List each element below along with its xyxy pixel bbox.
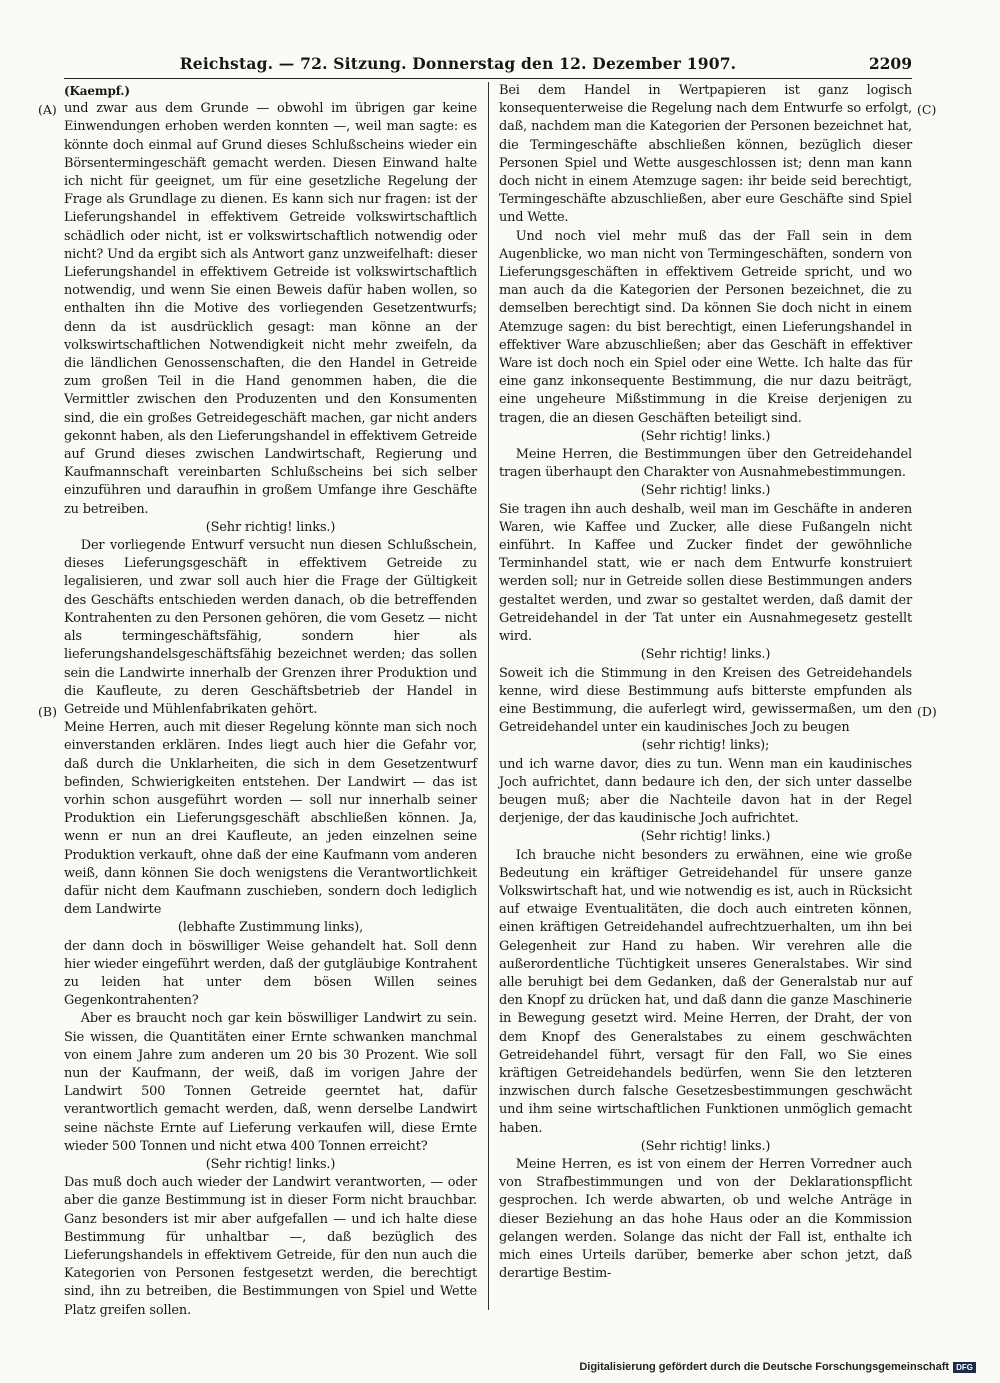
margin-marker-b: (B) [38,704,57,719]
paragraph: Meine Herren, die Bestimmungen über den Getreidehandel tragen überhaupt den Charakter von Ausnahmebestimmungen. [499,447,912,481]
column-divider [488,82,489,1310]
margin-marker-a: (A) [38,102,57,117]
paragraph: der dann doch in böswilliger Weise gehandelt hat. Soll denn hier wieder eingeführt werden, daß der gutgläubige Kontrahent zu leiden hat unter dem bösen Willen seines Gegenkontrahenten? [64,938,477,1009]
right-column [499,82,912,1310]
footer [579,1361,976,1373]
paragraph: Ich brauche nicht besonders zu erwähnen, eine wie große Bedeutung ein kräftiger Getreidehandel für unsere ganze Volkswirtschaft hat, und wie notwendig es ist, auch in Rücksicht auf etwaige Eventualitäten, die doch auch eintreten können, einen kräftigen Getreidehandel aufrechtzuerhalten, um ihn bei Gelegenheit zur Hand zu haben. Wir verehren alle die außerordentliche Tüchtigkeit unseres Generalstabes. Wir sind alle beruhigt bei dem Gedanken, daß der Generalstab nur auf den Knopf zu drücken hat, und daß dann die ganze Maschinerie in Bewegung gesetzt wird. Meine Herren, der Draht, der von dem Knopf des Generalstabes zu einem geschwächten Getreidehandel führt, versagt für den Fall, wo Sie eines kräftigen Getreidehandels bedürfen, wenn Sie den letzteren inzwischen durch falsche Gesetzesbestimmungen geschwächt und ihm seine wirtschaftlichen Funktionen unmöglich gemacht haben. [499,847,912,1136]
paragraph: Der vorliegende Entwurf versucht nun diesen Schlußschein, dieses Lieferungsgeschäft in effektivem Getreide zu legalisieren, und zwar soll auch hier die Frage der Gültigkeit des Geschäfts entschieden werden danach, ob die betreffenden Kontrahenten zu den Personen gehören, die vom Gesetz — nicht als termingeschäftsfähig, sondern hier als lieferungshandelsgeschäftsfähig bezeichnet werden; das sollen sein die Landwirte innerhalb der Grenzen ihrer Produktion und die Kaufleute, zu deren Geschäftsbetrieb der Handel in Getreide und Mühlenfabrikaten gehört. [64,538,477,717]
footer-credit: Digitalisierung gefördert durch die Deutsche Forschungsgemeinschaft [579,1361,950,1373]
margin-marker-d: (D) [917,704,937,719]
interjection: (lebhafte Zustimmung links), [177,920,364,936]
interjection: (sehr richtig! links); [641,738,770,754]
paragraph: Das muß doch auch wieder der Landwirt verantworten, — oder aber die ganze Bestimmung ist in dieser Form nicht brauchbar. Ganz besonders ist mir aber aufgefallen — und ich halte diese Bestimmung für unhaltbar —, daß bezüglich des Lieferungshandels in effektivem Getreide, für den nun auch die Kategorien von Personen festgesetzt werden, die berechtigt sind, ihn zu betreiben, die Bestimmungen von Spiel und Wette Platz greifen sollen. [64,1175,477,1318]
interjection: (Sehr richtig! links.) [640,483,771,499]
page-number: 2209 [868,54,912,73]
running-head: Reichstag. — 72. Sitzung. Donnerstag den 12. Dezember 1907. [179,54,737,73]
speaker-label: (Kaempf.) [64,84,130,98]
interjection: (Sehr richtig! links.) [640,829,771,845]
paragraph: und zwar aus dem Grunde — obwohl im übrigen gar keine Einwendungen erhoben werden konnten —, weil man sagte: es könnte doch einmal auf Grund dieses Schlußscheins wieder ein Börsentermingeschäft gemacht werden. Diesen Einwand halte ich nicht für geeignet, um für eine gesetzliche Regelung der Frage als Grundlage zu dienen. Es kann sich nur fragen: ist der Lieferungshandel in effektivem Getreide volkswirtschaftlich schädlich oder nicht, ist er volkswirtschaftlich notwendig oder nicht? Und da ergibt sich als Antwort ganz unzweifelhaft: dieser Lieferungshandel in effektivem Getreide ist volkswirtschaftlich notwendig, und wenn Sie einen Beweis dafür haben wollen, so enthalten ihn die Motive des vorliegenden Gesetzentwurfs; denn da ist ausdrücklich gesagt: man könne an der volkswirtschaftlichen Notwendigkeit nicht mehr zweifeln, da die ländlichen Genossenschaften, die den Handel in Getreide zum großen Teil in die Hand genommen haben, die die Vermittler zwischen den Produzenten und den Konsumenten sind, die ein großes Getreidegeschäft machen, gar nicht anders gekonnt haben, als den Lieferungshandel in effektivem Getreide auf Grund dieses zwischen Landwirtschaft, Regierung und Kaufmannschaft vereinbarten Schlußscheins bei sich selber einzuführen und daraufhin in großem Umfange ihre Geschäfte zu betreiben. [64,101,477,517]
paragraph: Und noch viel mehr muß das der Fall sein in dem Augenblicke, wo man nicht von Termingeschäften, sondern von Lieferungsgeschäften in effektivem Getreide spricht, und wo man auch da die Kategorien der Personen bezeichnet, die zu demselben berechtigt sind. Da können Sie doch nicht in einem Atemzuge sagen: du bist berechtigt, einen Lieferungshandel in effektiver Ware abzuschließen; aber das Geschäft in effektiver Ware ist doch noch ein Spiel oder eine Wette. Ich halte das für eine ganz inkonsequente Bestimmung, die nur dazu beiträgt, eine ungeheure Mißstimmung in die Kreise derjenigen zu tragen, die an diesen Geschäften beteiligt sind. [499,228,912,426]
left-column [64,82,477,1318]
page-header [64,54,912,79]
interjection: (Sehr richtig! links.) [205,1156,336,1172]
interjection: (Sehr richtig! links.) [640,647,771,663]
dfg-logo-icon: DFG [953,1362,976,1373]
margin-marker-c: (C) [917,102,937,117]
paragraph: Sie tragen ihn auch deshalb, weil man im Geschäfte in anderen Waren, wie Kaffee und Zucker, alle diese Fußangeln nicht einführt. In Kaffee und Zucker findet der gewöhnliche Terminhandel statt, wie er nach dem Entwurfe konstruiert werden soll; nur in Getreide sollen diese Bestimmungen anders gestaltet werden, und zwar so gestaltet werden, daß damit der Getreidehandel in der Tat unter ein Ausnahmegesetz gestellt wird. [499,501,912,645]
paragraph: Bei dem Handel in Wertpapieren ist ganz logisch konsequenterweise die Regelung nach dem Entwurfe so erfolgt, daß, nachdem man die Kategorien der Personen bezeichnet hat, die Termingeschäfte abschließen können, bezüglich dieser Personen Spiel und Wette ausgeschlossen ist; denn man kann doch nicht in einem Atemzuge sagen: ihr beide seid berechtigt, Termingeschäfte abzuschließen, aber eure Geschäfte sind Spiel und Wette. [499,83,912,226]
paragraph: Soweit ich die Stimmung in den Kreisen des Getreidehandels kenne, wird diese Bestimmung aufs bitterste empfunden als eine Bestimmung, die auferlegt wird, gewissermaßen, um den Getreidehandel unter ein kaudinisches Joch zu beugen [499,665,912,736]
paragraph: Aber es braucht noch gar kein böswilliger Landwirt zu sein. Sie wissen, die Quantitäten einer Ernte schwanken manchmal von einem Jahre zum anderen um 20 bis 30 Prozent. Wie soll nun der Kaufmann, der weiß, daß im vorigen Jahre der Landwirt 500 Tonnen Getreide geerntet hat, dafür verantwortlich gemacht werden, daß, wenn derselbe Landwirt seine nächste Ernte auf Lieferung verkaufen will, diese Ernte wieder 500 Tonnen und nicht etwa 400 Tonnen erreicht? [64,1011,477,1154]
paragraph: Meine Herren, auch mit dieser Regelung könnte man sich noch einverstanden erklären. Indes liegt auch hier die Gefahr vor, daß durch die Unklarheiten, die sich in dem Gesetzentwurf befinden, Schwierigkeiten entstehen. Der Landwirt — das ist vorhin schon ausgeführt worden — soll nur innerhalb seiner Produktion ein Lieferungsgeschäft abschließen können. Ja, wenn er nun an drei Kaufleute, an jeden einzelnen seine Produktion verkauft, ohne daß der eine Kaufmann vom anderen weiß, dann können Sie doch wenigstens die Verantwortlichkeit dafür nicht dem Kaufmann zuschieben, sondern doch lediglich dem Landwirte [64,720,477,918]
interjection: (Sehr richtig! links.) [640,428,771,444]
interjection: (Sehr richtig! links.) [640,1138,771,1154]
paragraph: und ich warne davor, dies zu tun. Wenn man ein kaudinisches Joch aufrichtet, dann bedaure ich den, der sich unter dasselbe beugen muß; aber die Nachteile davon hat in der Regel derjenige, der das kaudinische Joch aufrichtet. [499,756,912,827]
paragraph: Meine Herren, es ist von einem der Herren Vorredner auch von Strafbestimmungen und von der Deklarationspflicht gesprochen. Ich werde abwarten, ob und welche Anträge in dieser Beziehung an das hohe Haus oder an die Kommission gelangen werden. Solange das nicht der Fall ist, enthalte ich mich eines Urteils darüber, bemerke aber schon jetzt, daß derartige Bestim- [499,1156,912,1282]
interjection: (Sehr richtig! links.) [205,519,336,535]
